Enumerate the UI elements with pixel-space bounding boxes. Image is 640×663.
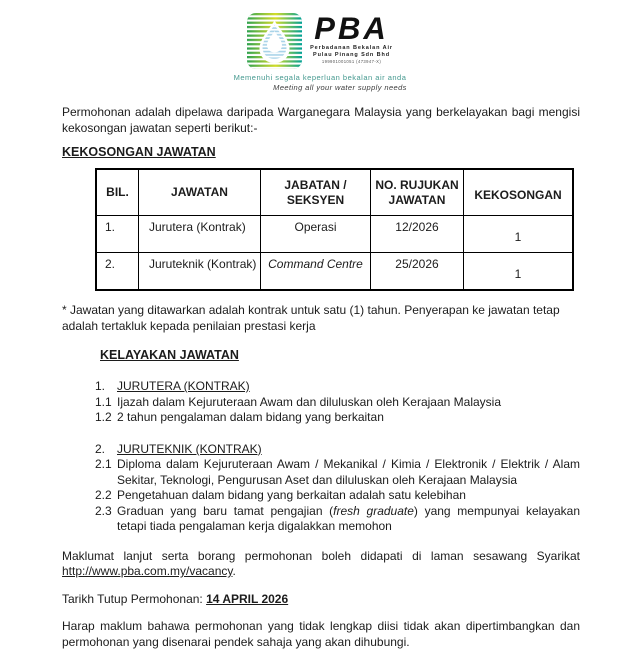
qualification-heading: KELAYAKAN JAWATAN xyxy=(100,348,239,362)
cell-kekosongan: 1 xyxy=(464,216,574,253)
cell-jawatan: Jurutera (Kontrak) xyxy=(139,216,261,253)
cell-rujukan: 25/2026 xyxy=(371,253,464,291)
closing-paragraph: Harap maklum bahawa permohonan yang tidak lengkap diisi tidak akan dipertimbangkan dan permohonan yang disenarai pendek sahaja yang akan dihubungi. xyxy=(62,619,580,649)
qualification-item xyxy=(95,457,580,488)
header-kekosongan: KEKOSONGAN xyxy=(464,169,574,216)
item-text: Pengetahuan dalam bidang yang berkaitan adalah satu kelebihan xyxy=(117,488,466,502)
section-title-row xyxy=(95,442,580,458)
deadline-label: Tarikh Tutup Permohonan: xyxy=(62,591,207,606)
section-title-row xyxy=(95,379,580,395)
item-text: 2 tahun pengalaman dalam bidang yang berkaitan xyxy=(117,410,384,424)
logo-tagline-malay: Memenuhi segala keperluan bekalan air anda xyxy=(233,73,407,82)
qualification-item xyxy=(95,488,580,504)
info-text: Maklumat lanjut serta borang permohonan boleh didapati di laman sesawang Syarikat xyxy=(62,548,580,563)
logo-company-name xyxy=(310,45,393,66)
header-no-rujukan: NO. RUJUKAN JAWATAN xyxy=(371,169,464,216)
water-drop-logo-icon xyxy=(247,13,302,69)
intro-paragraph: Permohonan adalah dipelawa daripada Warganegara Malaysia yang berkelayakan bagi mengisi kekosongan jawatan seperti berikut:- xyxy=(62,105,580,135)
cell-bil: 2. xyxy=(96,253,139,291)
section-number: 1. xyxy=(95,379,106,393)
vacancy-table-header-row xyxy=(96,169,573,216)
vacancy-heading: KEKOSONGAN JAWATAN xyxy=(62,145,216,159)
cell-jabatan: Command Centre xyxy=(261,253,371,291)
pba-logo-block xyxy=(0,0,640,92)
qualification-list xyxy=(95,379,580,535)
table-row xyxy=(96,216,573,253)
cell-bil: 1. xyxy=(96,216,139,253)
section-jurutera xyxy=(95,379,580,426)
vacancy-table xyxy=(95,168,574,291)
section-number: 2. xyxy=(95,441,106,456)
logo-company-line1: Perbadanan Bekalan Air xyxy=(310,45,393,51)
qualification-item xyxy=(95,504,580,535)
document-content xyxy=(62,105,580,650)
section-title: JURUTERA (KONTRAK) xyxy=(117,379,250,393)
item-text: Ijazah dalam Kejuruteraan Awam dan diluluskan oleh Kerajaan Malaysia xyxy=(117,394,502,409)
cell-jawatan: Juruteknik (Kontrak) xyxy=(139,253,261,291)
cell-rujukan: 12/2026 xyxy=(371,216,464,253)
qualification-item xyxy=(95,395,580,411)
header-jawatan: JAWATAN xyxy=(139,169,261,216)
item-text-pre: Graduan yang baru tamat pengajian ( xyxy=(117,503,334,518)
item-text xyxy=(117,504,580,535)
section-title: JURUTEKNIK (KONTRAK) xyxy=(117,441,262,456)
logo-company-line2: Pulau Pinang Sdn Bhd xyxy=(313,51,390,58)
item-text-post: ) yang mempunyai kelayakan tetapi tiada pengalaman kerja digalakkan memohon xyxy=(117,503,581,533)
qualification-item xyxy=(95,410,580,426)
item-number: 1.1 xyxy=(95,394,112,409)
item-text: Diploma dalam Kejuruteraan Awam / Mekanikal / Kimia / Elektronik / Elektrik / Alam Sekitar, Teknologi, Pengurusan Aset dan diluluskan oleh Kerajaan Malaysia xyxy=(117,457,580,487)
item-number: 2.3 xyxy=(95,503,112,518)
item-text-italic: fresh graduate xyxy=(333,503,414,518)
contract-note: * Jawatan yang ditawarkan adalah kontrak untuk satu (1) tahun. Penyerapan ke jawatan tetap adalah tertakluk kepada penilaian prestasi kerja xyxy=(62,303,560,333)
item-number: 1.2 xyxy=(95,410,112,424)
header-jabatan-seksyen: JABATAN / SEKSYEN xyxy=(261,169,371,216)
deadline-date: 14 APRIL 2026 xyxy=(206,591,289,606)
header-bil: BIL. xyxy=(96,169,139,216)
info-text-end: . xyxy=(232,564,236,578)
deadline-line xyxy=(62,592,580,608)
cell-jabatan: Operasi xyxy=(261,216,371,253)
logo-tagline-english: Meeting all your water supply needs xyxy=(273,83,407,92)
table-row xyxy=(96,253,573,291)
logo-registration-number: 199901001051 (473947-X) xyxy=(321,59,382,64)
cell-kekosongan: 1 xyxy=(464,253,574,291)
logo-acronym: PBA xyxy=(314,10,389,47)
vacancy-link[interactable]: http://www.pba.com.my/vacancy xyxy=(62,564,233,578)
info-paragraph xyxy=(62,549,580,580)
item-number: 2.1 xyxy=(95,457,112,471)
item-number: 2.2 xyxy=(95,488,112,502)
section-juruteknik xyxy=(95,442,580,535)
